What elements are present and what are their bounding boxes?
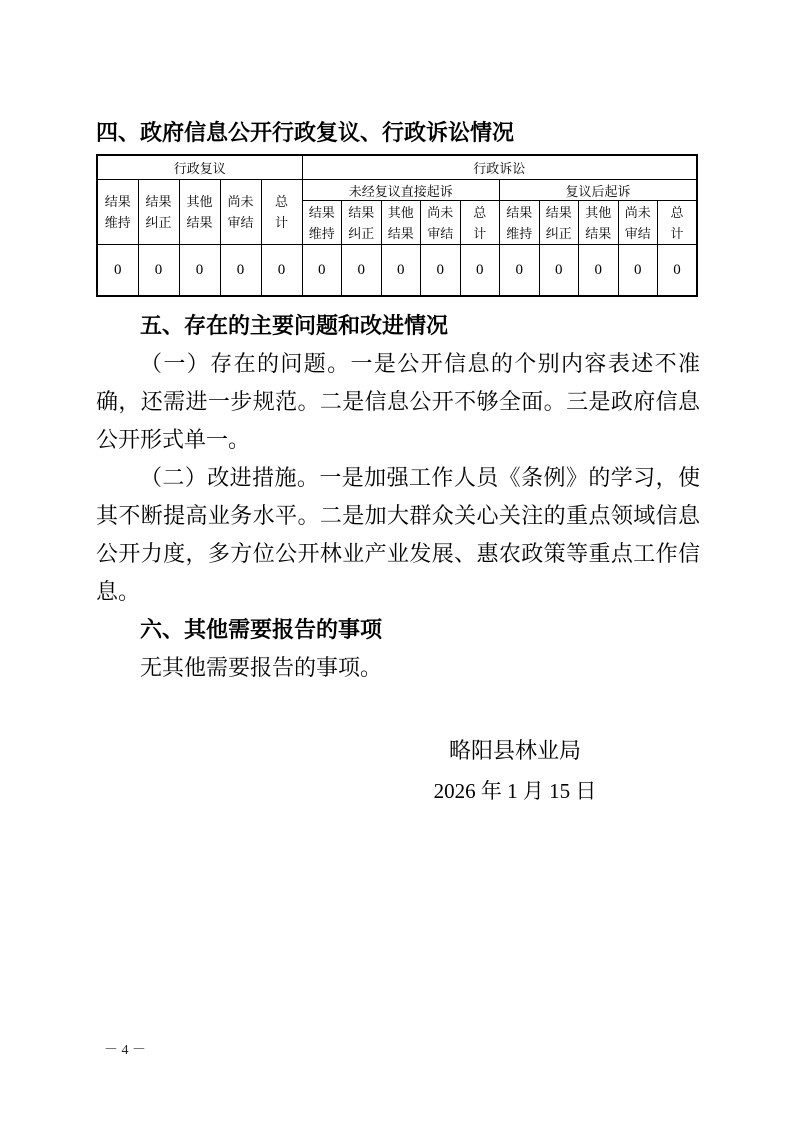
header-result-corrected: 结果 纠正 [138,180,179,245]
header-result-corrected: 结果 纠正 [342,201,382,245]
section5-paragraph-measures: （二）改进措施。一是加强工作人员《条例》的学习，使其不断提高业务水平。二是加大群众关心关注的重点领域信息公开力度，多方位公开林业产业发展、惠农政策等重点工作信息。 [96,465,700,604]
value-cell: 0 [618,245,658,297]
value-cell: 0 [220,245,261,297]
page-content [96,0,700,687]
value-cell: 0 [138,245,179,297]
group-header-administrative-review: 行政复议 [97,155,302,180]
header-other-result: 其他 结果 [381,201,421,245]
signature-block [395,738,635,804]
value-cell: 0 [179,245,220,297]
group-header-administrative-litigation: 行政诉讼 [302,155,697,180]
value-cell: 0 [97,245,138,297]
subgroup-header-suit-after-review: 复议后起诉 [500,180,698,201]
page-number: － 4 － [104,1043,146,1058]
section6-heading: 六、其他需要报告的事项 [140,617,383,642]
value-cell: 0 [579,245,619,297]
section4-heading: 四、政府信息公开行政复议、行政诉讼情况 [96,120,515,145]
header-other-result: 其他 结果 [579,201,619,245]
signature-date: 2026 年 1 月 15 日 [433,779,597,803]
value-cell: 0 [342,245,382,297]
value-cell: 0 [261,245,302,297]
header-other-result: 其他 结果 [179,180,220,245]
review-litigation-table [96,154,698,297]
header-total: 总 计 [261,180,302,245]
subgroup-header-direct-suit: 未经复议直接起诉 [302,180,500,201]
header-result-upheld: 结果 维持 [500,201,540,245]
value-cell: 0 [658,245,698,297]
table-row-subgroups [97,180,697,201]
value-cell: 0 [302,245,342,297]
signature-organization: 略阳县林业局 [448,738,581,763]
section6-paragraph: 无其他需要报告的事项。 [140,655,383,680]
section5-heading: 五、存在的主要问题和改进情况 [140,313,449,338]
value-cell: 0 [421,245,461,297]
value-cell: 0 [539,245,579,297]
value-cell: 0 [460,245,500,297]
header-result-corrected: 结果 纠正 [539,201,579,245]
header-total: 总 计 [658,201,698,245]
header-result-upheld: 结果 维持 [302,201,342,245]
header-pending: 尚未 审结 [421,201,461,245]
header-pending: 尚未 审结 [220,180,261,245]
header-pending: 尚未 审结 [618,201,658,245]
section5-paragraph-problems: （一）存在的问题。一是公开信息的个别内容表述不准确，还需进一步规范。二是信息公开不够全面。三是政府信息公开形式单一。 [96,351,700,452]
value-cell: 0 [500,245,540,297]
value-cell: 0 [381,245,421,297]
table-row-values [97,245,697,297]
header-total: 总 计 [460,201,500,245]
table-row-groups [97,155,697,180]
header-result-upheld: 结果 维持 [97,180,138,245]
